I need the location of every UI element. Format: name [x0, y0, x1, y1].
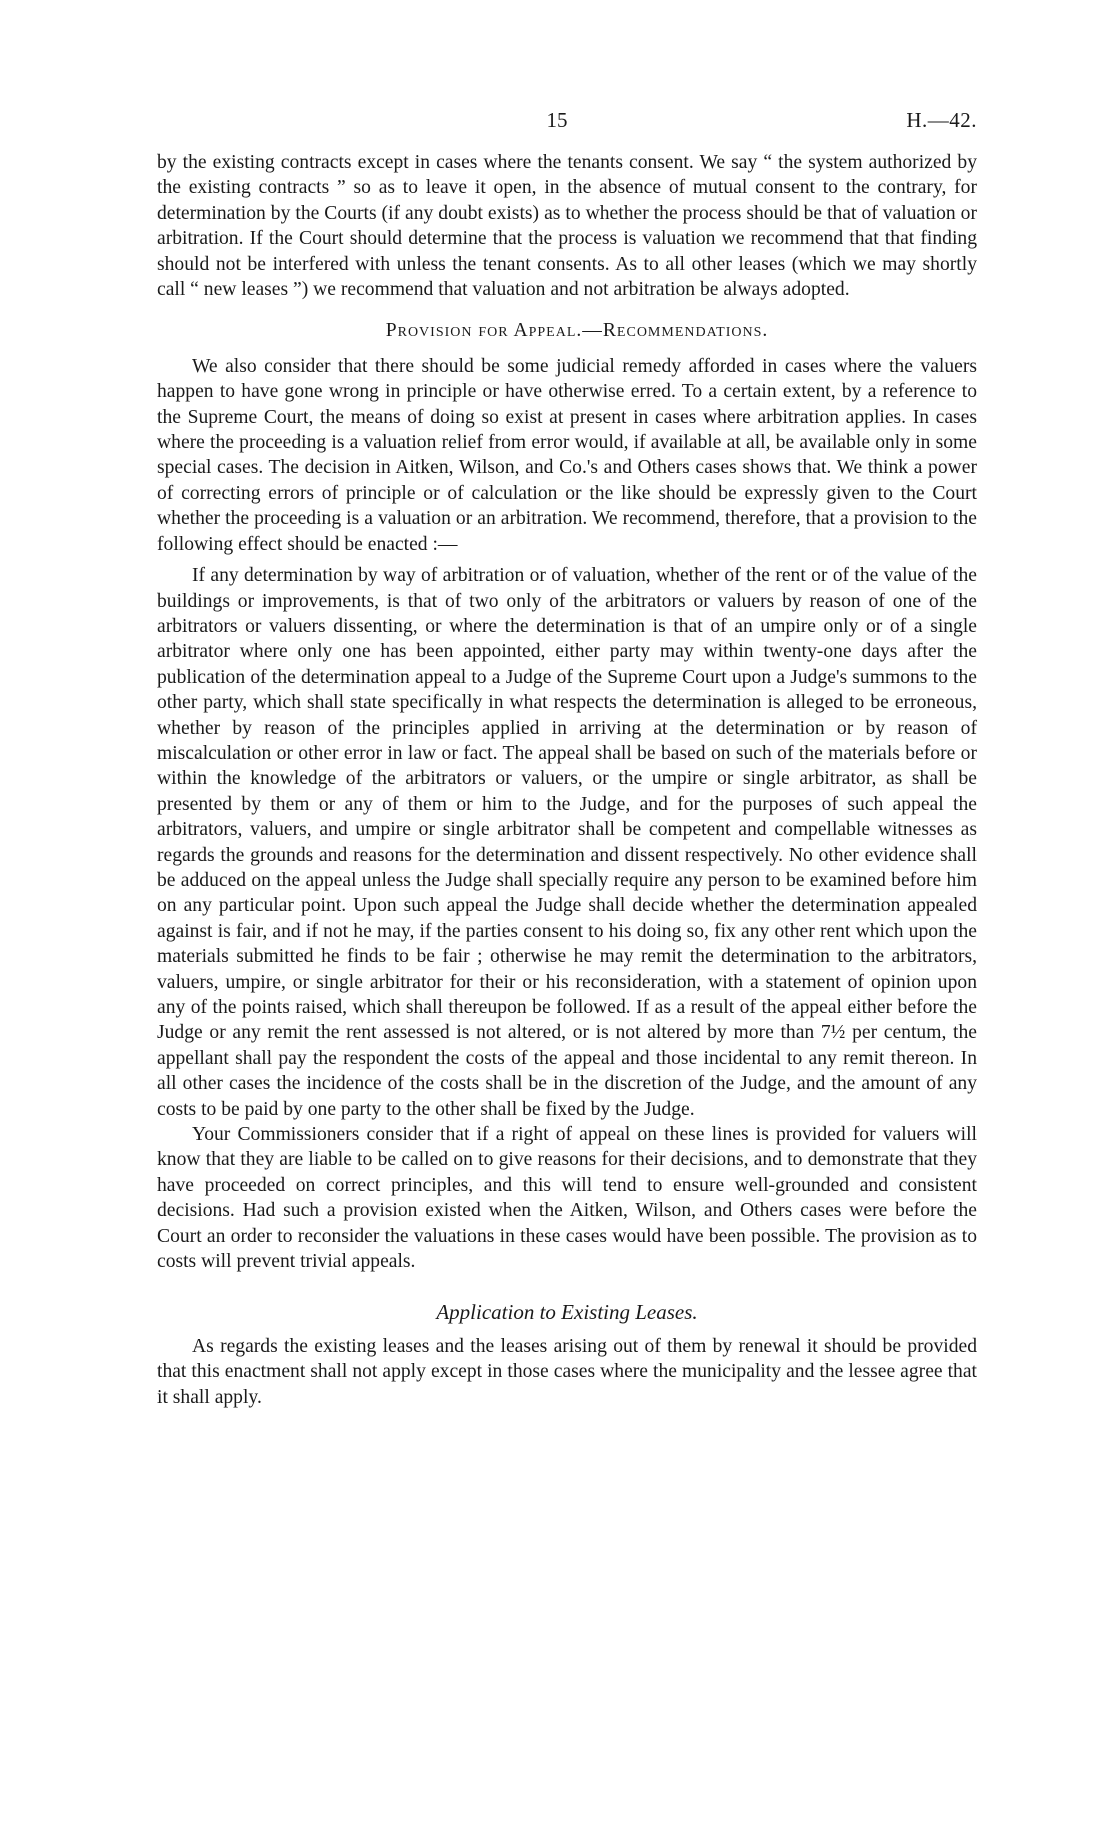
paragraph-existing-leases: As regards the existing leases and the leases arising out of them by renewal it should be provided that this enactment shall not apply except in those cases where the municipality and the lessee agree that it shall apply.: [157, 1335, 977, 1408]
paragraph-continued: by the existing contracts except in cases where the tenants consent. We say “ the system authorized by the existing contracts ” so as to leave it open, in the absence of mutual consent to the contrary, for determination by the Courts (if any doubt exists) as to whether the process should be that of valuation or arbitration. If the Court should determine that the process is valuation we recommend that that finding should not be interfered with unless the tenant consents. As to all other leases (which we may shortly call “ new leases ”) we recommend that valuation and not arbitration be always adopted.: [157, 152, 977, 301]
section-heading-existing-leases: Application to Existing Leases.: [436, 1300, 698, 1325]
page-header: [0, 108, 1114, 138]
section-heading-appeal: Provision for Appeal.—Recommendations.: [385, 320, 769, 342]
paragraph-proposed-provision: If any determination by way of arbitration or of valuation, whether of the rent or of the value of the buildings or improvements, is that of two only of the arbitrators or valuers by reason of one of the arbitrators or valuers dissenting, or where the determination is that of an umpire only or of a single arbitrator where only one has been appointed, either party may within twenty-one days after the publication of the determination appeal to a Judge of the Supreme Court upon a Judge's summons to the other party, which shall state specifically in what respects the determination is alleged to be erroneous, whether by reason of the principles applied in arriving at the determination or by reason of miscalculation or other error in law or fact. The appeal shall be based on such of the materials before or within the knowledge of the arbitrators or valuers, or the umpire or single arbitrator, as shall be presented by them or any of them or him to the Judge, and for the purposes of such appeal the arbitrators, valuers, and umpire or single arbitrator shall be competent and compellable witnesses as regards the grounds and reasons for the determination and dissent respectively. No other evidence shall be adduced on the appeal unless the Judge shall specially require any person to be examined before him on any particular point. Upon such appeal the Judge shall decide whether the determination appealed against is fair, and if not he may, if the parties consent to his doing so, fix any other rent which upon the materials submitted he finds to be fair ; otherwise he may remit the determination to the arbitrators, valuers, umpire, or single arbitrator for their or his reconsideration, with a statement of opinion upon any of the points raised, which shall thereupon be followed. If as a result of the appeal either before the Judge or any remit the rent assessed is not altered, or is not altered by more than 7½ per centum, the appellant shall pay the respondent the costs of the appeal and those incidental to any remit thereon. In all other cases the incidence of the costs shall be in the discretion of the Judge, and the amount of any costs to be paid by one party to the other shall be fixed by the Judge.: [157, 565, 977, 1120]
paragraph-judicial-remedy: We also consider that there should be some judicial remedy afforded in cases where the valuers happen to have gone wrong in principle or have otherwise erred. To a certain extent, by a reference to the Supreme Court, the means of doing so exist at present in cases where arbitration applies. In cases where the proceeding is a valuation relief from error would, if available at all, be available only in some special cases. The decision in Aitken, Wilson, and Co.'s and Others cases shows that. We think a power of correcting errors of principle or of calculation or the like should be expressly given to the Court whether the proceeding is a valuation or an arbitration. We recommend, therefore, that a provision to the following effect should be enacted :—: [157, 355, 977, 555]
page-number: 15: [546, 108, 568, 132]
document-reference: H.—42.: [906, 108, 977, 132]
paragraph-commissioners-view: Your Commissioners consider that if a right of appeal on these lines is provided for valuers will know that they are liable to be called on to give reasons for their decisions, and to demonstrate that they have proceeded on correct principles, and this will tend to ensure well-grounded and consistent decisions. Had such a provision existed when the Aitken, Wilson, and Others cases were before the Court an order to reconsider the valuations in these cases would have been possible. The provision as to costs will prevent trivial appeals.: [157, 1124, 977, 1273]
document-body: [157, 150, 977, 1410]
